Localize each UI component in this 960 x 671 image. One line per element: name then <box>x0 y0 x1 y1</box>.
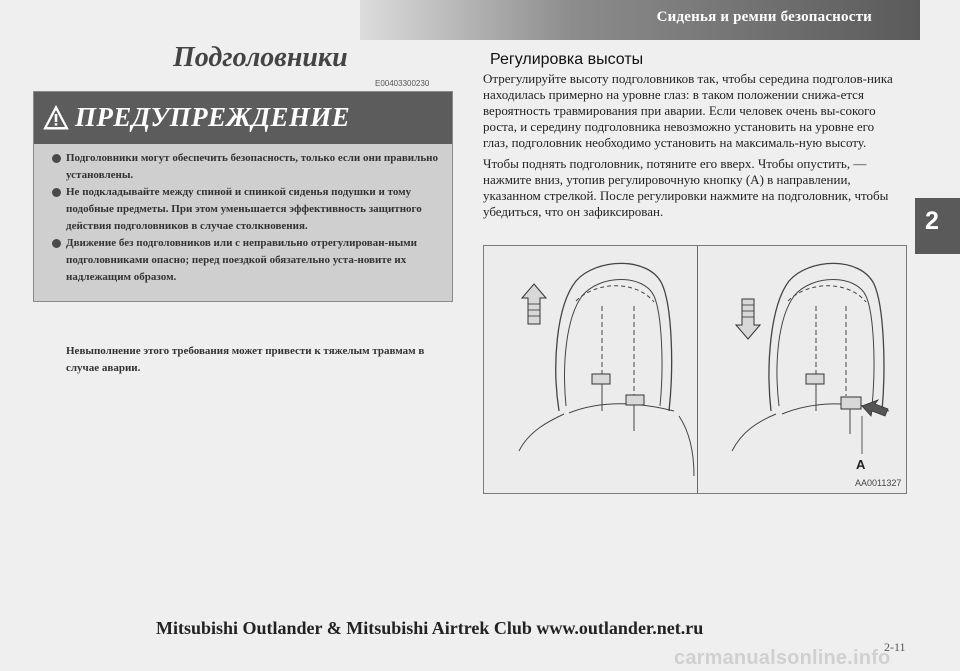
warning-item: Движение без подголовников или с неправильно отрегулирован-ными подголовниками опасно; перед поездкой обязательно уста-новите их надлежащим образом. <box>52 235 442 286</box>
button-a-label: A <box>856 457 866 472</box>
height-adjustment-heading: Регулировка высоты <box>490 51 644 68</box>
press-arrow-icon <box>862 400 888 416</box>
height-adjustment-section <box>483 51 898 220</box>
illustration-code: AA0011327 <box>855 478 902 488</box>
warning-title: ПРЕДУПРЕЖДЕНИЕ <box>75 102 351 132</box>
header-title: Сиденья и ремни безопасности <box>656 9 872 25</box>
warning-note: Невыполнение этого требования может привести к тяжелым травмам в случае аварии. <box>66 345 425 374</box>
height-adjustment-paragraph: Отрегулируйте высоту подголовников так, чтобы середина подголов-ника находилась примерно на уровне глаз: в таком положении снижа-ется вероятность травмирования при аварии. Если человек очень вы-сокого роста, и середину подголовника невозможно установить на уровне его глаз, подголовник необходимо установить на максималь-ную высоту. <box>483 71 893 150</box>
headrest-illustration <box>483 245 907 494</box>
warning-header <box>34 92 452 144</box>
section-code: E00403300230 <box>375 79 430 88</box>
chapter-number: 2 <box>925 207 939 235</box>
down-arrow-icon <box>736 299 760 339</box>
site-watermark: carmanualsonline.info <box>674 647 891 669</box>
height-adjustment-instructions: Чтобы поднять подголовник, потяните его вверх. Чтобы опустить, — нажмите вниз, утопив регулировочную кнопку (А) в направлении, указанном стрелкой. После регулировки нажмите на подголовник, чтобы убедиться, что он зафиксирован. <box>483 156 889 219</box>
warning-triangle-icon <box>42 104 70 132</box>
chapter-tab <box>915 198 960 254</box>
page-number: 2-11 <box>884 640 906 654</box>
up-arrow-icon <box>522 284 546 324</box>
warning-item: Подголовники могут обеспечить безопасность, только если они правильно установлены. <box>52 150 442 184</box>
footer-text: Mitsubishi Outlander & Mitsubishi Airtrek Club www.outlander.net.ru <box>156 618 704 638</box>
header-band <box>360 0 920 40</box>
warning-list <box>52 150 442 286</box>
warning-box <box>33 91 453 374</box>
section-title: Подголовники <box>173 42 348 73</box>
headrest-drawing <box>484 246 908 495</box>
warning-item: Не подкладывайте между спиной и спинкой сиденья подушки и тому подобные предметы. При этом уменьшается эффективность защитного действия подголовников в случае столкновения. <box>52 184 442 235</box>
